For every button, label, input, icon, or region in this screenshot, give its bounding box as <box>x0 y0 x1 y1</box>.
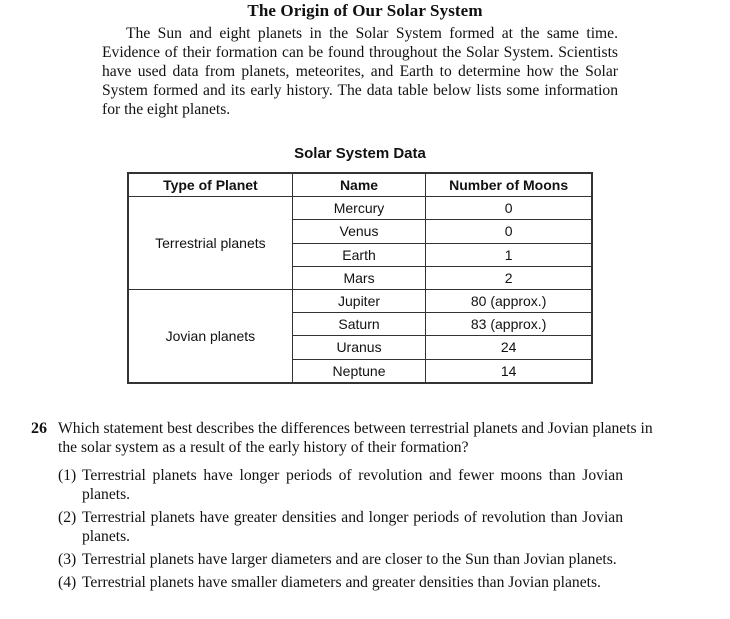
header-type-of-planet: Type of Planet <box>128 173 292 197</box>
planet-name-cell: Mercury <box>292 197 425 220</box>
planet-name-cell: Venus <box>292 220 425 243</box>
answer-option-2[interactable] <box>58 508 623 546</box>
moon-count-cell: 14 <box>426 359 592 383</box>
table-header-row <box>128 173 592 197</box>
planet-name-cell: Jupiter <box>292 289 425 312</box>
table-row <box>128 197 592 220</box>
moon-count-cell: 2 <box>426 266 592 289</box>
header-name: Name <box>292 173 425 197</box>
planet-type-cell: Terrestrial planets <box>128 197 292 290</box>
moon-count-cell: 0 <box>426 220 592 243</box>
planet-name-cell: Mars <box>292 266 425 289</box>
document-title: The Origin of Our Solar System <box>247 1 483 20</box>
header-number-of-moons: Number of Moons <box>426 173 592 197</box>
moon-count-cell: 80 (approx.) <box>426 289 592 312</box>
planet-type-cell: Jovian planets <box>128 289 292 382</box>
option-text: Terrestrial planets have smaller diameters and greater densities than Jovian planets. <box>82 574 601 591</box>
moon-count-cell: 1 <box>426 243 592 266</box>
option-label: (2) <box>58 509 77 526</box>
option-text: Terrestrial planets have longer periods of revolution and fewer moons than Jovian planets. <box>82 467 623 503</box>
moon-count-cell: 24 <box>426 336 592 359</box>
planet-name-cell: Neptune <box>292 359 425 383</box>
moon-count-cell: 0 <box>426 197 592 220</box>
option-text: Terrestrial planets have larger diameters and are closer to the Sun than Jovian planets. <box>82 551 617 568</box>
table-title: Solar System Data <box>294 145 426 162</box>
question-number: 26 <box>31 420 47 437</box>
option-label: (1) <box>58 467 77 484</box>
solar-system-data-table <box>127 172 593 384</box>
intro-paragraph: The Sun and eight planets in the Solar System formed at the same time. Evidence of their formation can be found throughout the Solar System. Scientists have used data from planets, meteorites, and Earth to determine how the Solar System formed and its early history. The data table below lists some information for the eight planets. <box>102 25 618 118</box>
planet-name-cell: Uranus <box>292 336 425 359</box>
option-label: (3) <box>58 551 77 568</box>
answer-option-4[interactable] <box>58 573 623 592</box>
planet-name-cell: Saturn <box>292 313 425 336</box>
table-row <box>128 289 592 312</box>
planet-name-cell: Earth <box>292 243 425 266</box>
option-label: (4) <box>58 574 77 591</box>
answer-option-3[interactable] <box>58 550 623 569</box>
question-text: Which statement best describes the differences between terrestrial planets and Jovian planets in the solar system as a result of the early history of their formation? <box>58 420 653 456</box>
answer-options <box>58 466 623 596</box>
moon-count-cell: 83 (approx.) <box>426 313 592 336</box>
option-text: Terrestrial planets have greater densities and longer periods of revolution than Jovian planets. <box>82 509 623 545</box>
answer-option-1[interactable] <box>58 466 623 504</box>
